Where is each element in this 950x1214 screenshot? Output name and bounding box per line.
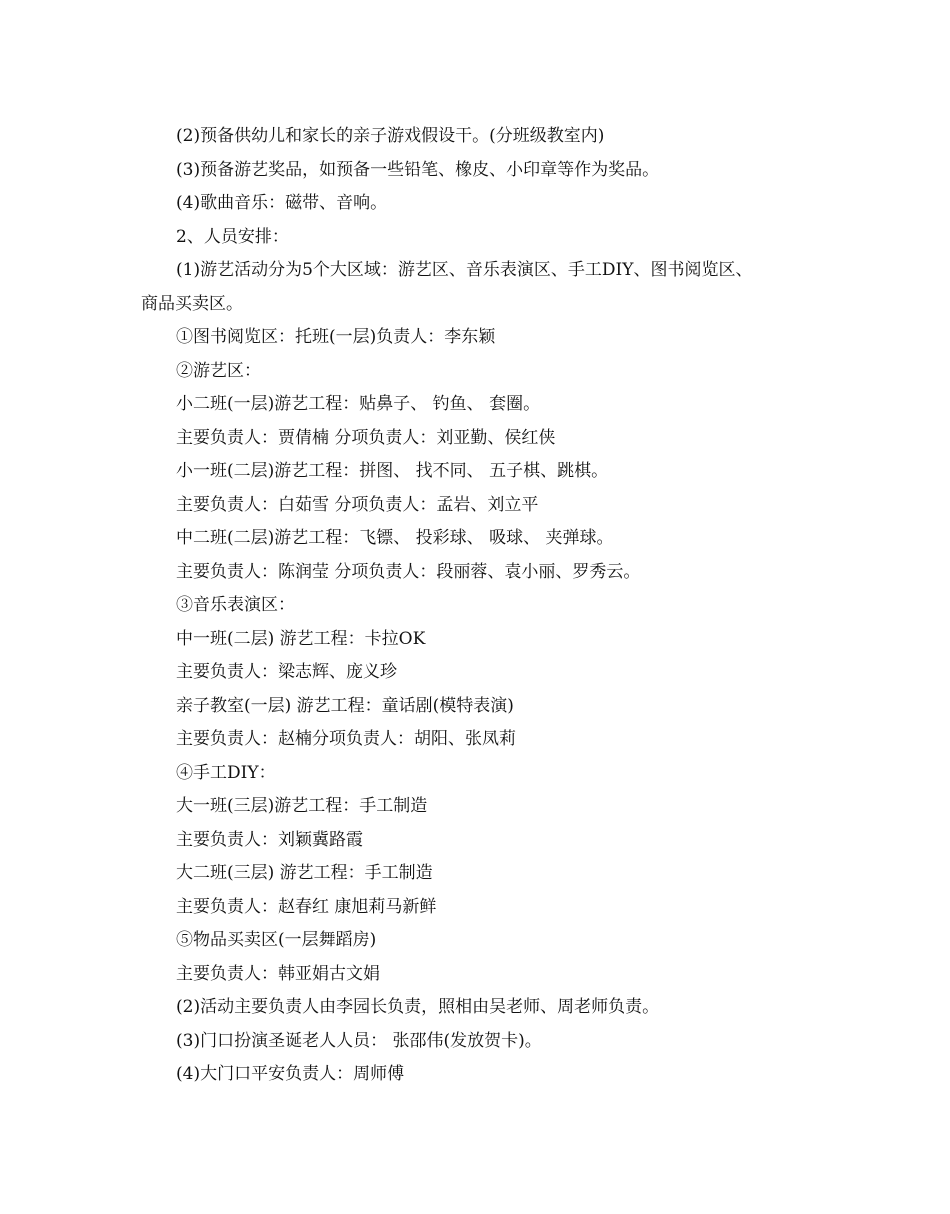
text-line: 主要负责人：赵春红 康旭莉马新鲜 — [176, 896, 437, 917]
text-line: 小一班(二层)游艺工程：拼图、 找不同、 五子棋、跳棋。 — [176, 461, 609, 481]
subsection-heading: ⑤物品买卖区(一层舞蹈房) — [176, 930, 377, 950]
text-line: 主要负责人：梁志辉、庞义珍 — [176, 662, 397, 682]
text-line: (2)预备供幼儿和家长的亲子游戏假设干。(分班级教室内) — [176, 126, 605, 146]
text-line: (2)活动主要负责人由李园长负责，照相由吴老师、周老师负责。 — [176, 997, 660, 1017]
subsection-heading: ②游艺区： — [176, 360, 261, 381]
text-line: 主要负责人：赵楠分项负责人：胡阳、张凤莉 — [176, 729, 516, 749]
text-line: 小二班(一层)游艺工程：贴鼻子、 钓鱼、 套圈。 — [176, 394, 541, 414]
section-heading: 2、人员安排： — [176, 226, 289, 247]
text-line: 主要负责人：陈润莹 分项负责人：段丽蓉、袁小丽、罗秀云。 — [176, 561, 641, 582]
text-line: (3)预备游艺奖品，如预备一些铅笔、橡皮、小印章等作为奖品。 — [176, 159, 660, 180]
subsection-heading: ④手工DIY： — [176, 762, 276, 783]
subsection-heading: ③音乐表演区： — [176, 595, 295, 615]
text-line: 大一班(三层)游艺工程：手工制造 — [176, 796, 428, 816]
text-line: ①图书阅览区：托班(一层)负责人：李东颖 — [176, 327, 496, 347]
text-line: 亲子教室(一层) 游艺工程：童话剧(模特表演) — [176, 695, 514, 716]
text-line: (1)游艺活动分为5个大区域：游艺区、音乐表演区、手工DIY、图书阅览区、 — [176, 260, 753, 280]
text-line: 中一班(二层) 游艺工程：卡拉OK — [176, 628, 426, 649]
text-line: (4)歌曲音乐：磁带、音响。 — [176, 193, 388, 213]
text-line: 大二班(三层) 游艺工程：手工制造 — [176, 863, 433, 883]
text-line: 主要负责人：白茹雪 分项负责人：孟岩、刘立平 — [176, 494, 539, 515]
document-body — [141, 120, 821, 1092]
text-line-continuation: 商品买卖区。 — [141, 293, 243, 314]
text-line: (3)门口扮演圣诞老人人员： 张邵伟(发放贺卡)。 — [176, 1030, 542, 1051]
text-line: 主要负责人：韩亚娟古文娟 — [176, 963, 380, 984]
text-line: 主要负责人：贾倩楠 分项负责人：刘亚勤、侯红侠 — [176, 427, 556, 448]
text-line: (4)大门口平安负责人：周师傅 — [176, 1064, 405, 1084]
text-line: 主要负责人：刘颖冀路霞 — [176, 829, 363, 850]
text-line: 中二班(二层)游艺工程：飞镖、 投彩球、 吸球、 夹弹球。 — [176, 528, 614, 548]
